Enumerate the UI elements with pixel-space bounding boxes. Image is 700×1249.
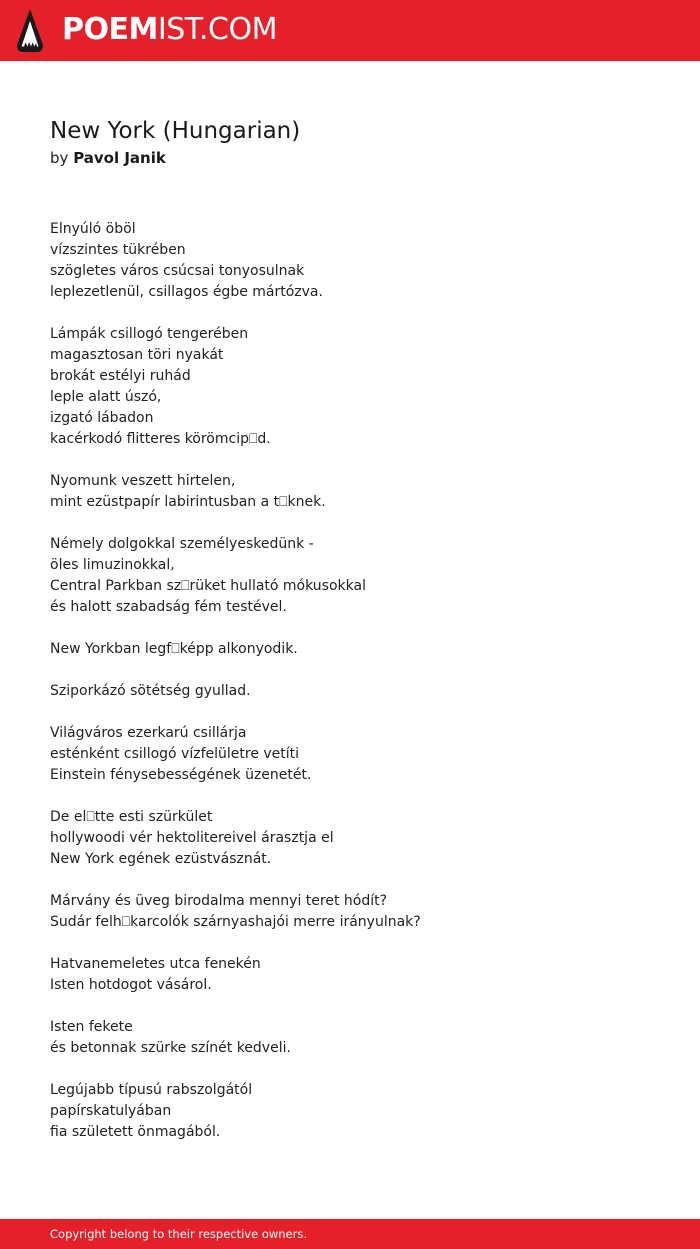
poem-line: De el⎕tte esti szürkület [50,809,213,825]
poem-line: Márvány és üveg birodalma mennyi teret hódít? [50,893,388,909]
poem-line: Einstein fénysebességének üzenetét. [50,767,312,783]
poem-stanza [50,471,650,513]
site-header [0,0,700,61]
poem-line: Sziporkázó sötétség gyullad. [50,683,251,699]
poem-line: és halott szabadság fém testével. [50,599,287,615]
site-logo [62,12,277,48]
pencil-icon [16,9,44,52]
poem-stanza [50,639,650,660]
poem-line: leplezetlenül, csillagos égbe mártózva. [50,284,323,300]
poem-stanza [50,324,650,450]
byline-label: by [50,149,69,167]
poem-line: leple alatt úszó, [50,389,162,405]
poem-line: Central Parkban sz⎕rüket hullató mókusokkal [50,578,366,594]
author-link[interactable]: Pavol Janik [73,149,166,167]
site-footer [0,1219,700,1249]
poem-stanza [50,681,650,702]
poem-line: fia született önmagából. [50,1124,221,1140]
poem-line: hollywoodi vér hektolitereivel árasztja el [50,830,334,846]
poem-line: New Yorkban legf⎕képp alkonyodik. [50,641,298,657]
poem-line: Isten fekete [50,1019,133,1035]
poem-line: Némely dolgokkal személyeskedünk - [50,536,314,552]
poem-byline [50,148,166,169]
poem-line: Legújabb típusú rabszolgától [50,1082,253,1098]
poem-stanza [50,1017,650,1059]
poem-line: mint ezüstpapír labirintusban a t⎕knek. [50,494,326,510]
poem-line: New York egének ezüstvásznát. [50,851,272,867]
poem-line: papírskatulyában [50,1103,172,1119]
poem-line: Hatvanemeletes utca fenekén [50,956,261,972]
logo-text-light: IST.COM [157,12,277,47]
poem-line: Elnyúló öböl [50,221,136,237]
poem-line: Isten hotdogot vásárol. [50,977,212,993]
poem-line: magasztosan töri nyakát [50,347,224,363]
poem-stanza [50,954,650,996]
poem-stanza [50,219,650,303]
logo-text-bold: POEM [62,12,158,47]
poem-line: Világváros ezerkarú csillárja [50,725,247,741]
poem-line: és betonnak szürke színét kedveli. [50,1040,291,1056]
poem-stanza [50,723,650,786]
poem-stanza [50,807,650,870]
poem-line: kacérkodó flitteres körömcip⎕d. [50,431,271,447]
poem-stanza [50,534,650,618]
poem-line: vízszintes tükrében [50,242,186,258]
poem-line: Nyomunk veszett hirtelen, [50,473,236,489]
poem-line: brokát estélyi ruhád [50,368,191,384]
poem-stanza [50,1080,650,1143]
poem-title: New York (Hungarian) [50,118,301,144]
poem-line: öles limuzinokkal, [50,557,175,573]
poem-line: izgató lábadon [50,410,154,426]
poem-stanza [50,891,650,933]
poem-line: Lámpák csillogó tengerében [50,326,249,342]
poem-line: szögletes város csúcsai tonyosulnak [50,263,305,279]
poem-body [50,219,650,1164]
poem-line: Sudár felh⎕karcolók szárnyashajói merre irányulnak? [50,914,421,930]
poem-line: esténként csillogó vízfelületre vetíti [50,746,300,762]
copyright-notice: Copyright belong to their respective owners. [50,1227,308,1241]
